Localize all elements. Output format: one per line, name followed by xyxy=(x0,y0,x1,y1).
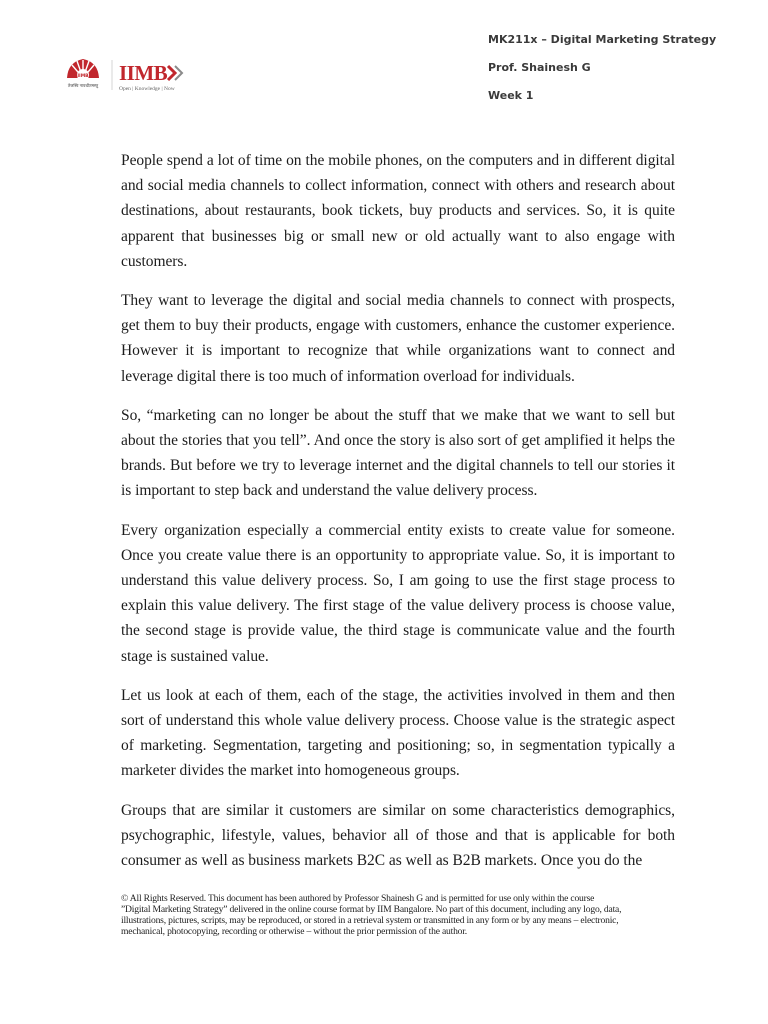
logo-tagline: Open | Knowledge | Now xyxy=(119,86,175,92)
emblem-text: IIMB xyxy=(77,74,89,79)
logo-arrow-icon xyxy=(168,66,182,80)
copyright-footer xyxy=(121,893,681,937)
professor-name: Prof. Shainesh G xyxy=(488,61,591,74)
footer-line: illustrations, pictures, scripts, may be reproduced, or stored in a retrieval system or transmitted in any form or by any means – electronic, xyxy=(121,915,619,926)
paragraph: So, “marketing can no longer be about the stuff that we make that we want to sell but about the stories that you tell”. And once the story is also sort of get amplified it helps the brands. But before we try to leverage internet and the digital channels to tell our stories it is important to step back and understand the value delivery process. xyxy=(121,406,675,500)
footer-line: mechanical, photocopying, recording or otherwise – without the prior permission of the author. xyxy=(121,926,467,937)
week-label: Week 1 xyxy=(488,89,534,102)
paragraph: Every organization especially a commercial entity exists to create value for someone. Once you create value there is an opportunity to appropriate value. So, it is important to understand this value delivery process. So, I am going to use the first stage process to explain this value delivery. The first stage of the value delivery process is choose value, the second stage is provide value, the third stage is communicate value and the fourth stage is sustained value. xyxy=(121,521,675,665)
page-header xyxy=(488,30,716,114)
paragraph: Groups that are similar it customers are similar on some characteristics demographics, psychographic, lifestyle, values, behavior all of those and that is applicable for both consumer as well as business markets B2C as well as B2B markets. Once you do the xyxy=(121,801,675,870)
motto-text: तेजस्वि नावधीतमस्तु xyxy=(67,83,99,88)
paragraph: People spend a lot of time on the mobile phones, on the computers and in different digital and social media channels to collect information, connect with others and research about destinations, about restaurants, book tickets, buy products and services. So, it is quite apparent that businesses big or small new or old actually want to also engage with customers. xyxy=(121,152,675,270)
footer-line: ”Digital Marketing Strategy” delivered in the online course format by IIM Bangalore. No part of this document, including any logo, data, xyxy=(121,904,622,915)
paragraph: They want to leverage the digital and social media channels to connect with prospects, get them to buy their products, engage with customers, enhance the customer experience. However it is important to recognize that while organizations want to connect and leverage digital there is too much of information overload for individuals. xyxy=(121,292,675,385)
iimb-logo xyxy=(64,56,198,96)
emblem-icon xyxy=(67,59,99,89)
body-text xyxy=(121,148,675,887)
logo-wordmark: IIMB xyxy=(119,61,168,85)
paragraph: Let us look at each of them, each of the stage, the activities involved in them and then sort of understand this whole value delivery process. Choose value is the strategic aspect of marketing. Segmentation, targeting and positioning; so, in segmentation typically a marketer divides the market into homogeneous groups. xyxy=(121,686,675,780)
footer-line: © All Rights Reserved. This document has been authored by Professor Shainesh G and is permitted for use only within the course xyxy=(121,893,595,904)
course-title: MK211x – Digital Marketing Strategy xyxy=(488,33,717,46)
